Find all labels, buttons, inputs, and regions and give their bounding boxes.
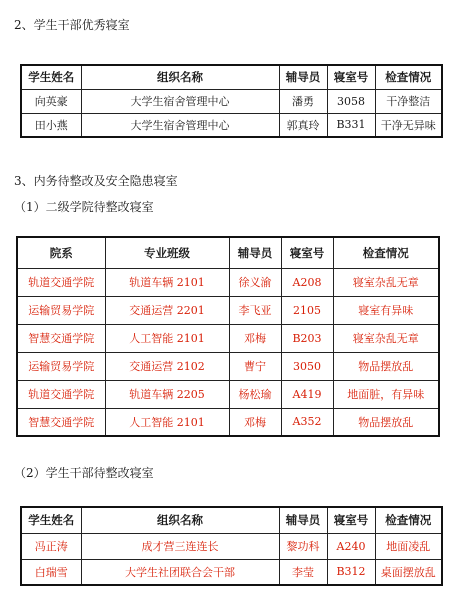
table-row [17, 380, 439, 408]
header-inspection: 检查情况 [375, 507, 442, 533]
cadre-rectify-table [20, 506, 443, 586]
cell-class: 轨道车辆 2205 [105, 380, 229, 408]
cell-room: A208 [281, 268, 333, 296]
cell-room: 3050 [281, 352, 333, 380]
header-counselor: 辅导员 [229, 237, 281, 268]
cell-department: 轨道交通学院 [17, 380, 105, 408]
cell-department: 智慧交通学院 [17, 324, 105, 352]
cell-inspection: 寝室杂乱无章 [333, 324, 439, 352]
cell-room: 2105 [281, 296, 333, 324]
header-counselor: 辅导员 [279, 507, 327, 533]
cell-inspection: 寝室有异味 [333, 296, 439, 324]
excellent-dorms-table [20, 64, 443, 138]
table-row [17, 268, 439, 296]
cell-counselor: 郭真玲 [279, 113, 327, 137]
cell-department: 运输贸易学院 [17, 296, 105, 324]
cell-inspection: 地面脏，有异味 [333, 380, 439, 408]
header-class: 专业班级 [105, 237, 229, 268]
cell-class: 轨道车辆 2101 [105, 268, 229, 296]
section3-heading: 3、内务待整改及安全隐患寝室 [14, 174, 178, 188]
cell-class: 交通运营 2102 [105, 352, 229, 380]
cell-counselor: 李莹 [279, 559, 327, 585]
table-row [21, 89, 442, 113]
cell-counselor: 潘勇 [279, 89, 327, 113]
cell-inspection: 干净整洁 [375, 89, 442, 113]
cell-room: A352 [281, 408, 333, 436]
table-header-row [21, 65, 442, 89]
cell-department: 轨道交通学院 [17, 268, 105, 296]
cell-inspection: 寝室杂乱无章 [333, 268, 439, 296]
cell-counselor: 杨松瑜 [229, 380, 281, 408]
cell-room: B312 [327, 559, 375, 585]
cell-organization: 大学生宿舍管理中心 [81, 113, 279, 137]
cell-counselor: 黎功科 [279, 533, 327, 559]
college-rectify-table [16, 236, 440, 437]
cell-student-name: 向英豪 [21, 89, 81, 113]
cell-room: B203 [281, 324, 333, 352]
cell-counselor: 曹宁 [229, 352, 281, 380]
header-student-name: 学生姓名 [21, 507, 81, 533]
table-row [21, 113, 442, 137]
cell-counselor: 邓梅 [229, 408, 281, 436]
header-counselor: 辅导员 [279, 65, 327, 89]
header-inspection: 检查情况 [375, 65, 442, 89]
cell-class: 人工智能 2101 [105, 408, 229, 436]
subsection2-heading: （2）学生干部待整改寝室 [14, 466, 154, 480]
cell-room: 3058 [327, 89, 375, 113]
table-row [17, 408, 439, 436]
cell-student-name: 冯正涛 [21, 533, 81, 559]
header-room: 寝室号 [327, 507, 375, 533]
cell-student-name: 白瑞雪 [21, 559, 81, 585]
cell-counselor: 徐义渝 [229, 268, 281, 296]
cell-inspection: 地面凌乱 [375, 533, 442, 559]
cell-room: B331 [327, 113, 375, 137]
cell-department: 运输贸易学院 [17, 352, 105, 380]
table-row [17, 296, 439, 324]
cell-inspection: 物品摆放乱 [333, 352, 439, 380]
cell-counselor: 邓梅 [229, 324, 281, 352]
table-header-row [21, 507, 442, 533]
cell-inspection: 桌面摆放乱 [375, 559, 442, 585]
cell-room: A419 [281, 380, 333, 408]
cell-organization: 成才营三连连长 [81, 533, 279, 559]
header-room: 寝室号 [327, 65, 375, 89]
cell-class: 人工智能 2101 [105, 324, 229, 352]
header-inspection: 检查情况 [333, 237, 439, 268]
cell-class: 交通运营 2201 [105, 296, 229, 324]
header-room: 寝室号 [281, 237, 333, 268]
cell-department: 智慧交通学院 [17, 408, 105, 436]
section2-heading: 2、学生干部优秀寝室 [14, 18, 130, 32]
cell-organization: 大学生宿舍管理中心 [81, 89, 279, 113]
table-header-row [17, 237, 439, 268]
header-organization: 组织名称 [81, 65, 279, 89]
subsection1-heading: （1）二级学院待整改寝室 [14, 200, 154, 214]
table-row [17, 352, 439, 380]
cell-inspection: 干净无异味 [375, 113, 442, 137]
cell-inspection: 物品摆放乱 [333, 408, 439, 436]
table-row [21, 559, 442, 585]
header-department: 院系 [17, 237, 105, 268]
header-student-name: 学生姓名 [21, 65, 81, 89]
cell-counselor: 李飞亚 [229, 296, 281, 324]
cell-room: A240 [327, 533, 375, 559]
table-row [17, 324, 439, 352]
header-organization: 组织名称 [81, 507, 279, 533]
table-row [21, 533, 442, 559]
cell-student-name: 田小燕 [21, 113, 81, 137]
cell-organization: 大学生社团联合会干部 [81, 559, 279, 585]
